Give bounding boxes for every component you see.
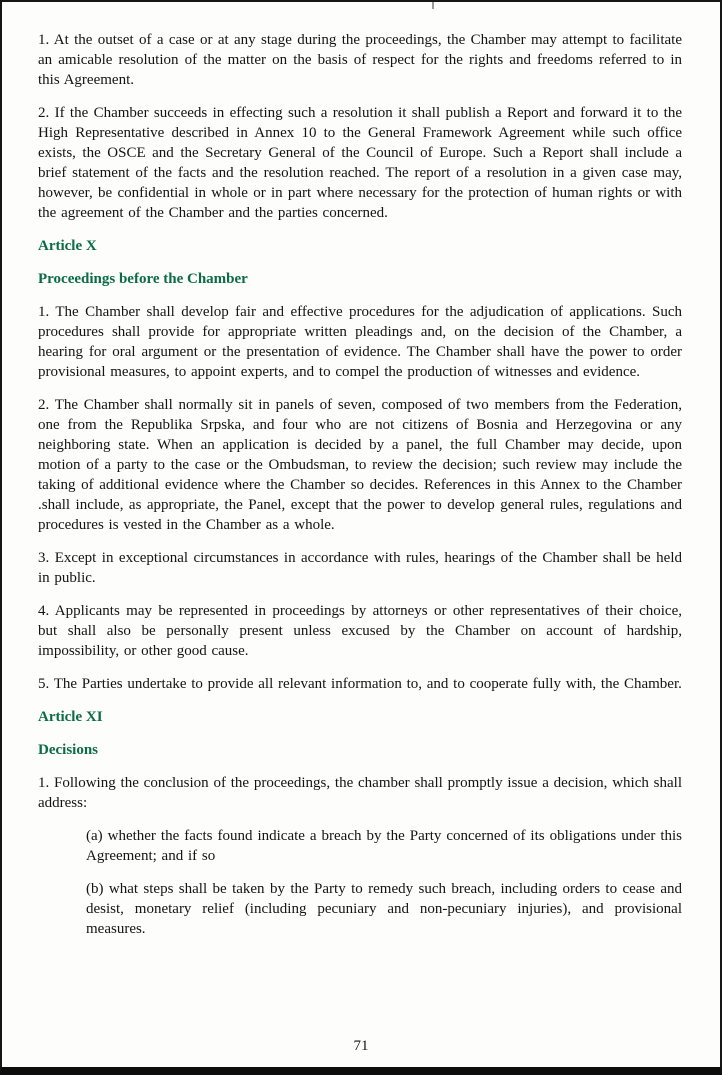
section-heading: Decisions bbox=[38, 742, 98, 758]
article-heading: Article XI bbox=[38, 709, 103, 725]
paragraph: 1. At the outset of a case or at any stage during the proceedings, the Chamber may attempt to facilitate an amicable resolution of the matter on the basis of respect for the rights and freedoms referred to in this Agreement. bbox=[38, 32, 682, 88]
scan-artifact-mark bbox=[432, 2, 434, 9]
sub-paragraph-b: (b) what steps shall be taken by the Party to remedy such breach, including orders to cease and desist, monetary relief (including pecuniary and non-pecuniary injuries), and provisional measures. bbox=[86, 881, 682, 937]
paragraph: 5. The Parties undertake to provide all relevant information to, and to cooperate fully with, the Chamber. bbox=[38, 676, 682, 692]
article-heading: Article X bbox=[38, 238, 97, 254]
document-content bbox=[38, 30, 682, 952]
sub-paragraph-a: (a) whether the facts found indicate a breach by the Party concerned of its obligations under this Agreement; and if so bbox=[86, 828, 682, 864]
paragraph: 4. Applicants may be represented in proceedings by attorneys or other representatives of their choice, but shall also be personally present unless excused by the Chamber on account of hardship, impossibility, or other good cause. bbox=[38, 603, 682, 659]
page-number: 71 bbox=[353, 1038, 369, 1054]
paragraph: 1. The Chamber shall develop fair and effective procedures for the adjudication of applications. Such procedures shall provide for appropriate written pleadings and, on the decision of the Chamber, a hearing for oral argument or the presentation of evidence. The Chamber shall have the power to order provisional measures, to appoint experts, and to compel the production of witnesses and evidence. bbox=[38, 304, 682, 380]
paragraph: 1. Following the conclusion of the proceedings, the chamber shall promptly issue a decision, which shall address: bbox=[38, 775, 682, 811]
paragraph: 3. Except in exceptional circumstances in accordance with rules, hearings of the Chamber shall be held in public. bbox=[38, 550, 682, 586]
paragraph: 2. If the Chamber succeeds in effecting such a resolution it shall publish a Report and forward it to the High Representative described in Annex 10 to the General Framework Agreement while such office exists, the OSCE and the Secretary General of the Council of Europe. Such a Report shall include a brief statement of the facts and the resolution reached. The report of a resolution in a given case may, however, be confidential in whole or in part where necessary for the protection of human rights or with the agreement of the Chamber and the parties concerned. bbox=[38, 105, 682, 221]
section-heading: Proceedings before the Chamber bbox=[38, 271, 248, 287]
paragraph: 2. The Chamber shall normally sit in panels of seven, composed of two members from the Federation, one from the Republika Srpska, and four who are not citizens of Bosnia and Herzegovina or any neighboring state. When an application is decided by a panel, the full Chamber may decide, upon motion of a party to the case or the Ombudsman, to review the decision; such review may include the taking of additional evidence where the Chamber so decides. References in this Annex to the Chamber .shall include, as appropriate, the Panel, except that the power to develop general rules, regulations and procedures is vested in the Chamber as a whole. bbox=[38, 397, 682, 533]
